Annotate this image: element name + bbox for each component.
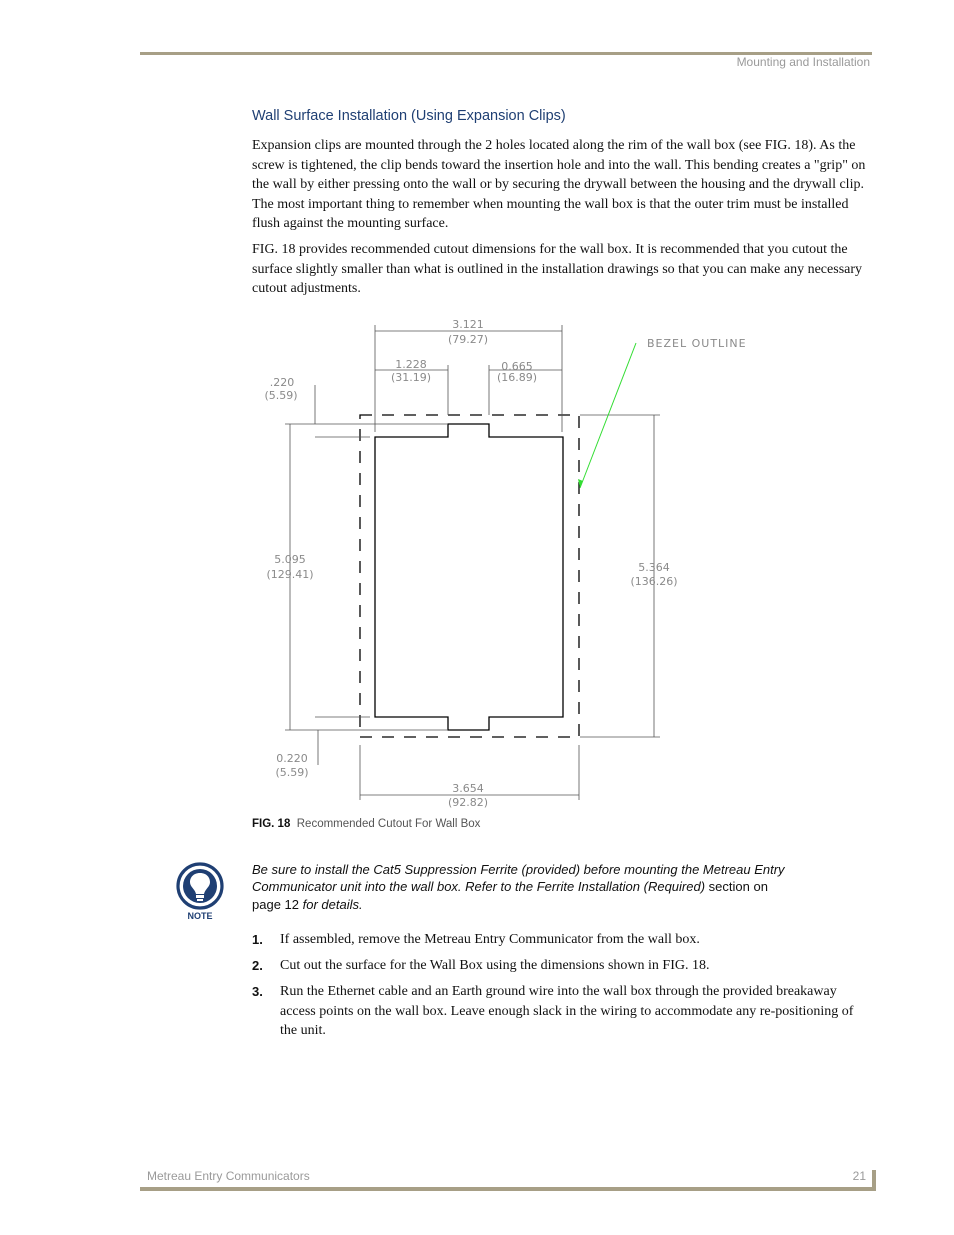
step-text: Cut out the surface for the Wall Box using the dimensions shown in FIG. 18. <box>280 958 710 974</box>
step-text: If assembled, remove the Metreau Entry Communicator from the wall box. <box>280 932 700 947</box>
dim-top-margin: .220 <box>269 376 295 389</box>
bezel-outline <box>360 415 579 737</box>
dim-bottom-width-mm: (92.82) <box>447 796 489 809</box>
dim-bottom-margin: 0.220 <box>276 752 308 765</box>
page-number: 21 <box>852 1169 866 1183</box>
dim-top-width-mm: (79.27) <box>447 333 489 346</box>
header-section-title: Mounting and Installation <box>736 55 870 69</box>
paragraph: FIG. 18 provides recommended cutout dimensions for the wall box. It is recommended that you cutout the surface slightly smaller than what is outlined in the installation drawings so that you can make any necessary cutout adjustments. <box>252 242 863 297</box>
paragraph: Expansion clips are mounted through the 2 holes located along the rim of the wall box (see FIG. 18). As the screw is tightened, the clip bends toward the insertion hole and into the wall. This bending creates a "grip" on the wall by either pressing onto the wall or by securing the drywall between the housing and the drywall clip. The most important thing to remember when mounting the wall box is that the outer trim must be installed flush against the mounting surface. <box>252 138 866 232</box>
section-title: Wall Surface Installation (Using Expansion Clips) <box>252 108 566 124</box>
footer-tab <box>872 1170 876 1191</box>
dim-top-width: 3.121 <box>452 318 484 331</box>
footer-title: Metreau Entry Communicators <box>147 1169 310 1183</box>
figure-caption <box>252 818 480 830</box>
dim-bottom-margin-mm: (5.59) <box>275 766 309 779</box>
note-text-part2: section on page 12 <box>252 879 768 912</box>
step-item <box>252 982 872 1041</box>
dim-left-height-mm: (129.41) <box>266 568 314 581</box>
note-label: NOTE <box>187 911 213 921</box>
step-number: 3. <box>252 984 263 1000</box>
dim-left-seg: 1.228 <box>395 358 427 371</box>
dim-bottom-width: 3.654 <box>452 782 484 795</box>
footer-rule <box>140 1187 876 1191</box>
step-number: 1. <box>252 932 263 947</box>
bezel-outline-label: BEZEL OUTLINE <box>647 337 747 350</box>
step-number: 2. <box>252 958 263 974</box>
note-text-part1: Be sure to install the Cat5 Suppression Ferrite (provided) before mounting the Metreau Entry Communicator unit into the wall box. Refer to the Ferrite Installation (Required) <box>252 862 785 895</box>
step-item <box>252 930 872 950</box>
dim-right-height-mm: (136.26) <box>630 575 678 588</box>
dim-left-seg-mm: (31.19) <box>390 371 432 384</box>
cutout-outline <box>375 424 563 730</box>
note-text <box>252 861 792 913</box>
cutout-diagram <box>252 310 752 815</box>
dim-top-margin-mm: (5.59) <box>264 389 298 402</box>
dim-right-seg: 0.665 <box>501 360 533 373</box>
step-text: Run the Ethernet cable and an Earth ground wire into the wall box through the provided breakaway access points on the wall box. Leave enough slack in the wiring to accommodate any re-positioning of the unit. <box>280 984 854 1039</box>
dim-right-height: 5.364 <box>638 561 670 574</box>
dim-right-seg-mm: (16.89) <box>496 371 538 384</box>
dim-left-height: 5.095 <box>274 553 306 566</box>
figure-number: FIG. 18 <box>252 818 291 830</box>
note-text-part3: for details. <box>302 896 363 912</box>
note-icon <box>175 862 225 924</box>
figure-caption-text: Recommended Cutout For Wall Box <box>296 818 481 830</box>
step-item <box>252 956 872 976</box>
steps-list <box>252 930 872 1047</box>
